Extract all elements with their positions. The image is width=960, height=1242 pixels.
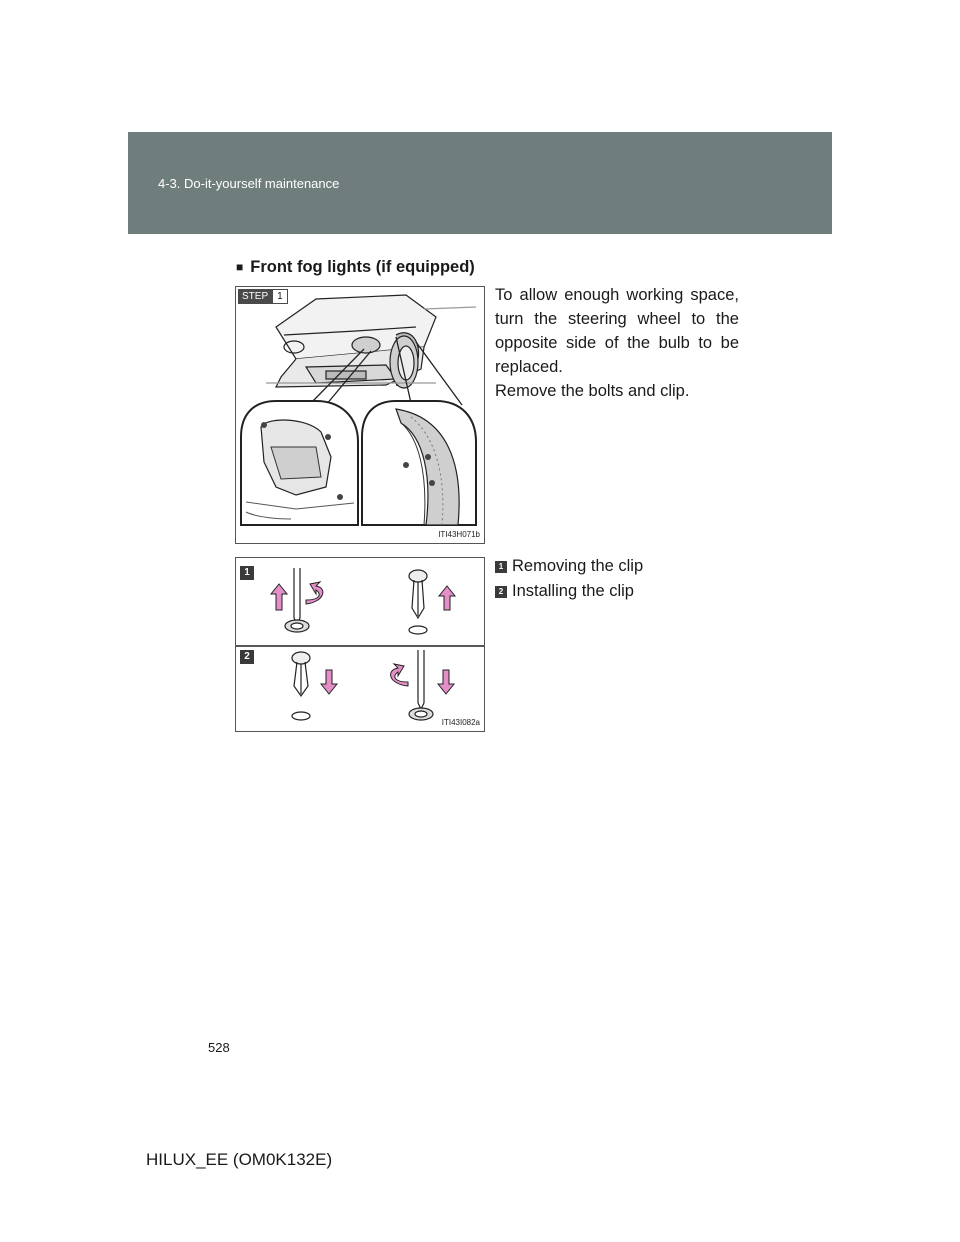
step-badge-number: 1 — [272, 289, 288, 304]
legend-text-removing: Removing the clip — [512, 557, 644, 575]
legend-text-installing: Installing the clip — [512, 582, 634, 600]
front-bumper-illustration — [236, 287, 484, 543]
figure-badge-2: 2 — [240, 650, 254, 664]
figure-code: ITI43I082a — [441, 718, 480, 727]
legend-item-installing — [495, 582, 634, 601]
clip-figure — [235, 557, 485, 732]
page-number: 528 — [208, 1040, 230, 1055]
section-heading-text: Front fog lights (if equipped) — [250, 258, 475, 276]
legend-badge-2: 2 — [495, 586, 507, 598]
step-badge-label: STEP — [238, 289, 272, 304]
chapter-header-band — [128, 132, 832, 234]
clip-procedure-illustration — [236, 558, 484, 731]
legend-item-removing — [495, 557, 643, 576]
step1-paragraph-working-space: To allow enough working space, turn the steering wheel to the opposite side of the bulb to be replaced. — [495, 286, 739, 376]
document-code: HILUX_EE (OM0K132E) — [146, 1150, 333, 1169]
step-badge — [238, 289, 288, 304]
chapter-section-title: 4-3. Do-it-yourself maintenance — [158, 176, 340, 191]
legend-badge-1: 1 — [495, 561, 507, 573]
step1-paragraph-remove-bolts: Remove the bolts and clip. — [495, 382, 690, 400]
square-bullet-icon: ■ — [236, 260, 244, 274]
figure-badge-1: 1 — [240, 566, 254, 580]
section-heading — [236, 258, 475, 277]
figure-code: ITI43H071b — [438, 530, 480, 539]
step1-figure — [235, 286, 485, 544]
